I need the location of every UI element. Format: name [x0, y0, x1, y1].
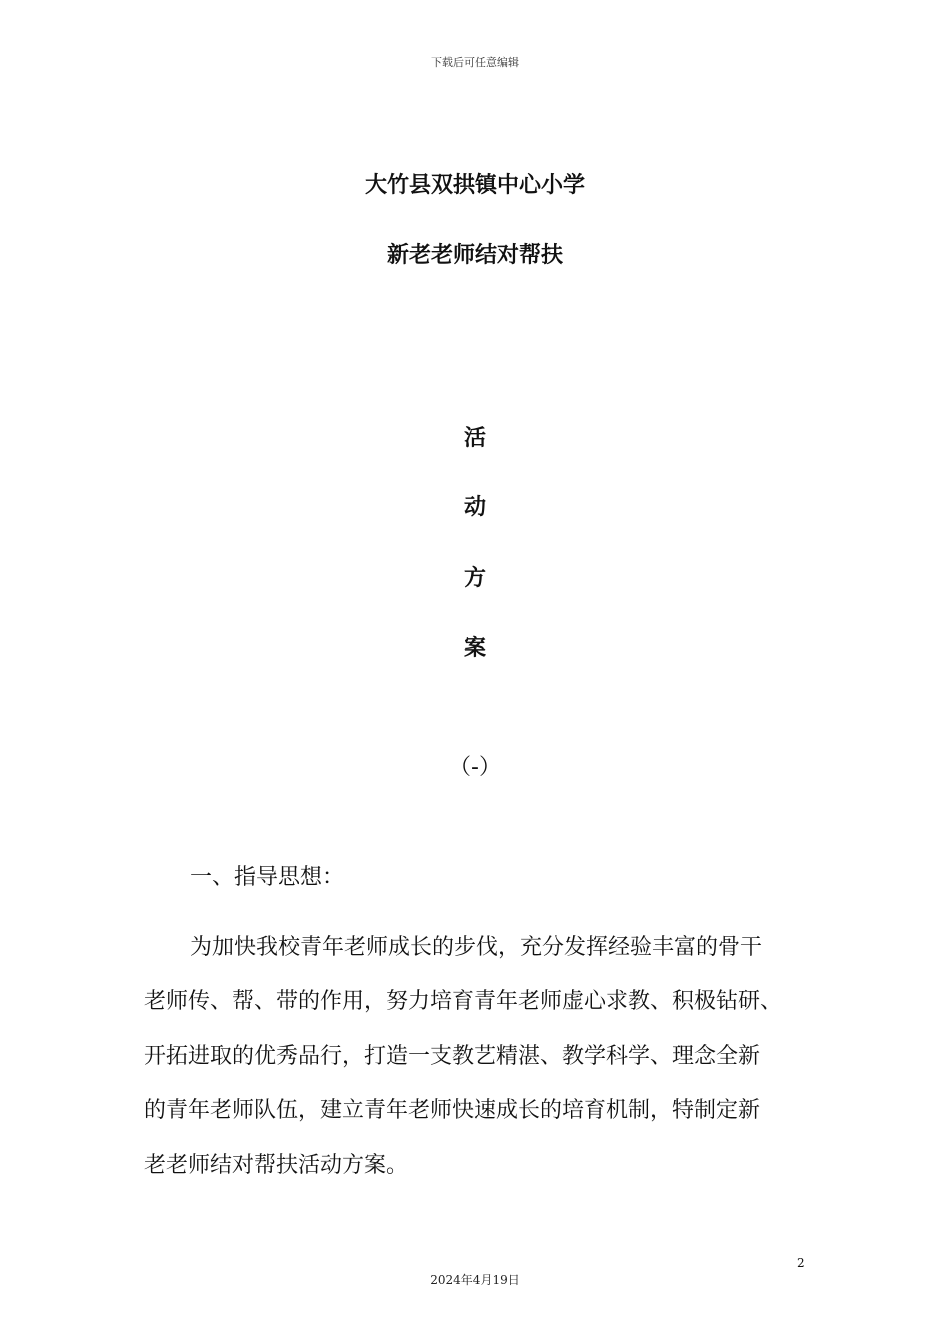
section-heading: 一、指导思想：	[190, 865, 345, 890]
paragraph-line: 为加快我校青年老师成长的步伐，充分发挥经验丰富的骨干	[190, 935, 763, 960]
paragraph-line: 的青年老师队伍，建立青年老师快速成长的培育机制，特制定新	[144, 1098, 761, 1123]
document-title-school: 大竹县双拱镇中心小学	[364, 173, 585, 198]
vertical-title-char: 动	[463, 495, 486, 520]
page-number: 2	[797, 1256, 805, 1270]
paragraph-line: 开拓进取的优秀品行，打造一支教艺精湛、教学科学、理念全新	[144, 1044, 761, 1069]
paragraph-line: 老老师结对帮扶活动方案。	[144, 1153, 409, 1178]
vertical-title-char: 活	[463, 426, 486, 451]
footer-date: 2024年4月19日	[430, 1273, 520, 1287]
paragraph-line: 老师传、帮、带的作用，努力培育青年老师虚心求教、积极钻研、	[144, 989, 783, 1014]
header-note: 下载后可任意编辑	[431, 56, 519, 69]
vertical-title-char: 案	[463, 636, 486, 661]
vertical-title-char: 方	[463, 566, 486, 591]
section-mark: （-）	[449, 755, 501, 780]
document-title-subject: 新老老师结对帮扶	[386, 243, 563, 268]
